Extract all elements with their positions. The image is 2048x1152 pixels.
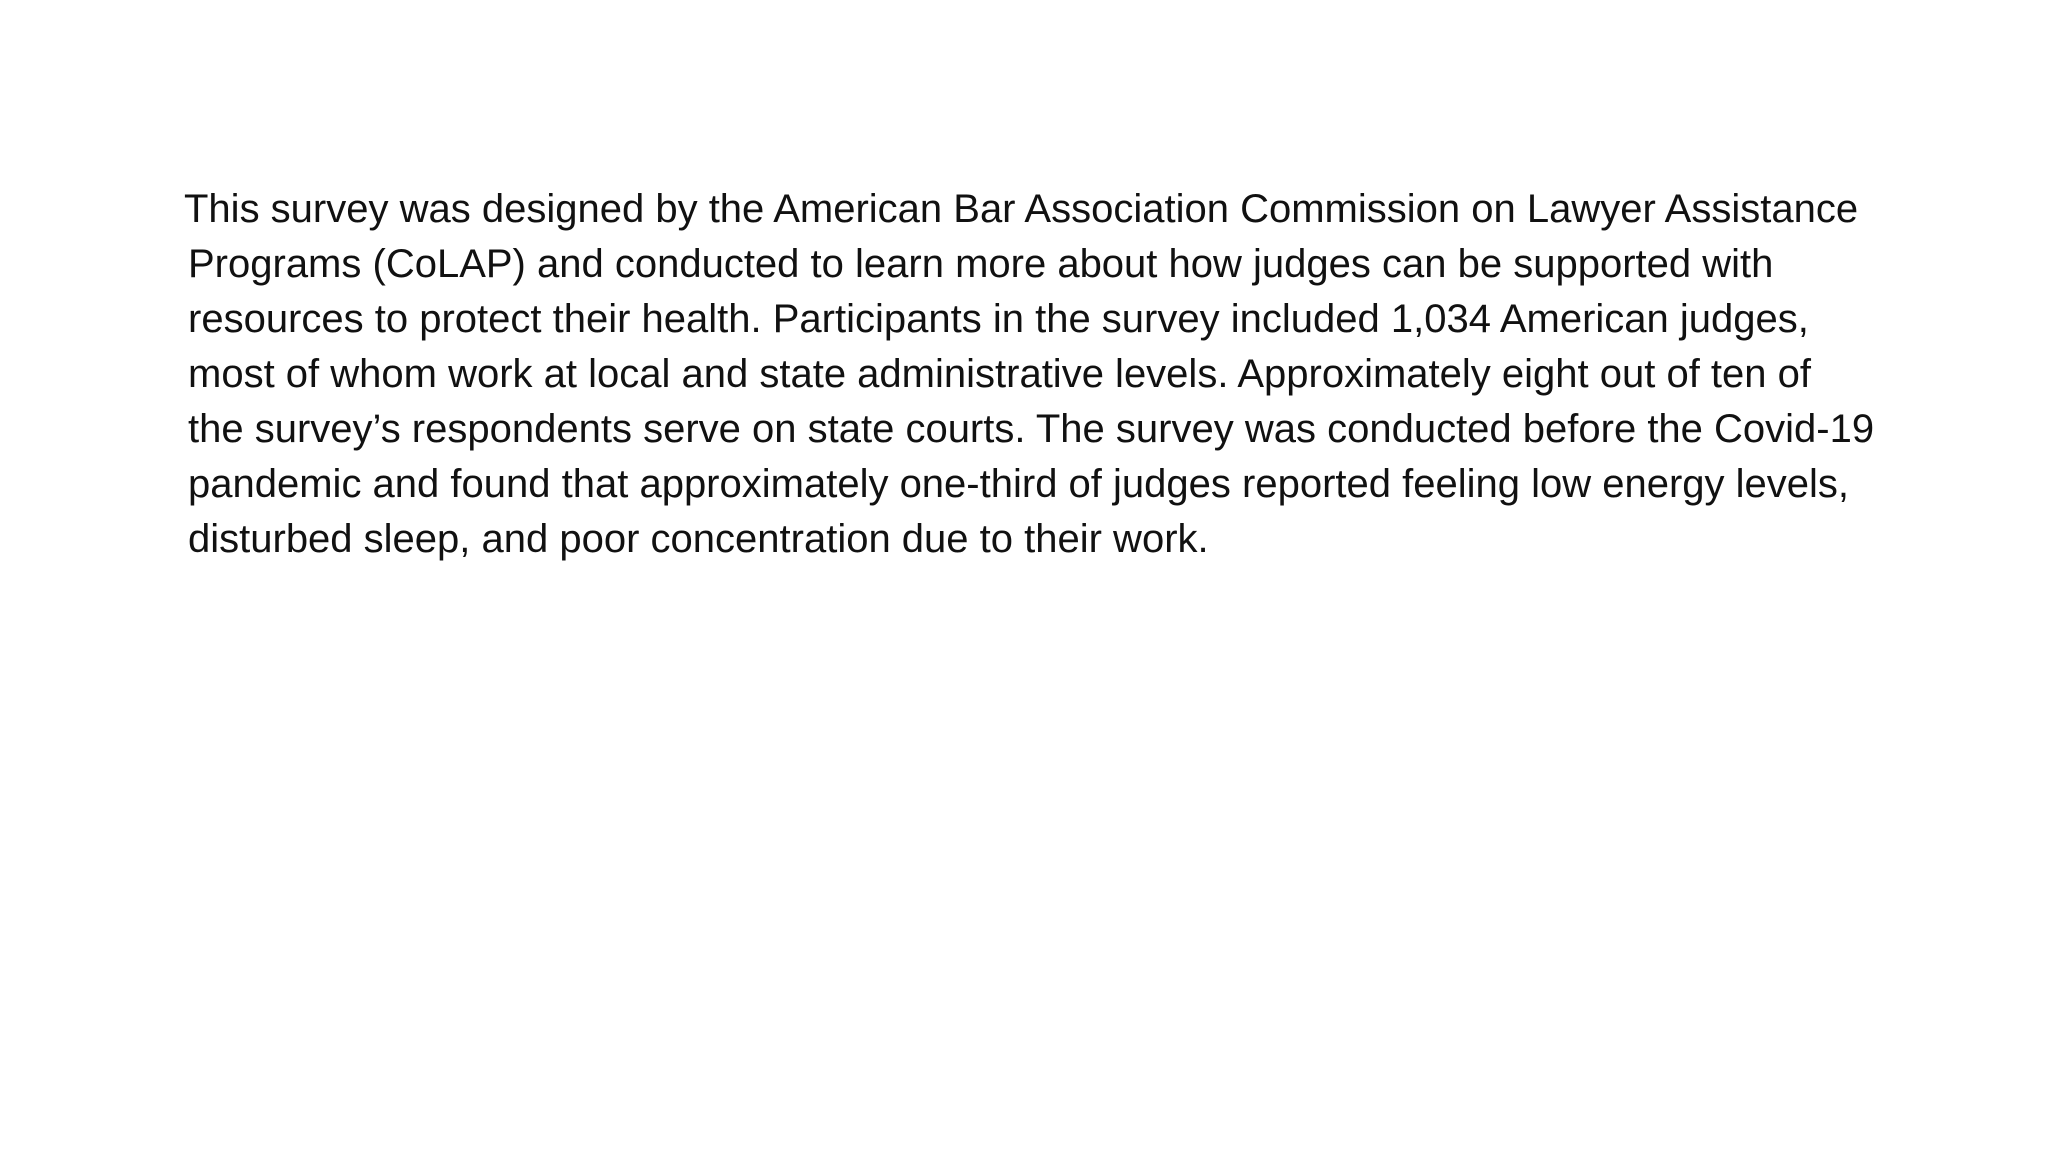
paragraph-line: resources to protect their health. Participants in the survey included 1,034 American judges, bbox=[188, 297, 1809, 341]
paragraph-line: the survey’s respondents serve on state courts. The survey was conducted before the Covid-19 bbox=[188, 407, 1875, 451]
paragraph-line: disturbed sleep, and poor concentration due to their work. bbox=[188, 517, 1209, 561]
body-paragraph bbox=[184, 182, 2008, 567]
paragraph-line: pandemic and found that approximately one-third of judges reported feeling low energy levels, bbox=[188, 462, 1850, 506]
paragraph-line: Programs (CoLAP) and conducted to learn more about how judges can be supported with bbox=[188, 242, 1774, 286]
paragraph-line: most of whom work at local and state administrative levels. Approximately eight out of ten of bbox=[188, 352, 1812, 396]
paragraph-line: This survey was designed by the American Bar Association Commission on Lawyer Assistance bbox=[184, 187, 1859, 231]
